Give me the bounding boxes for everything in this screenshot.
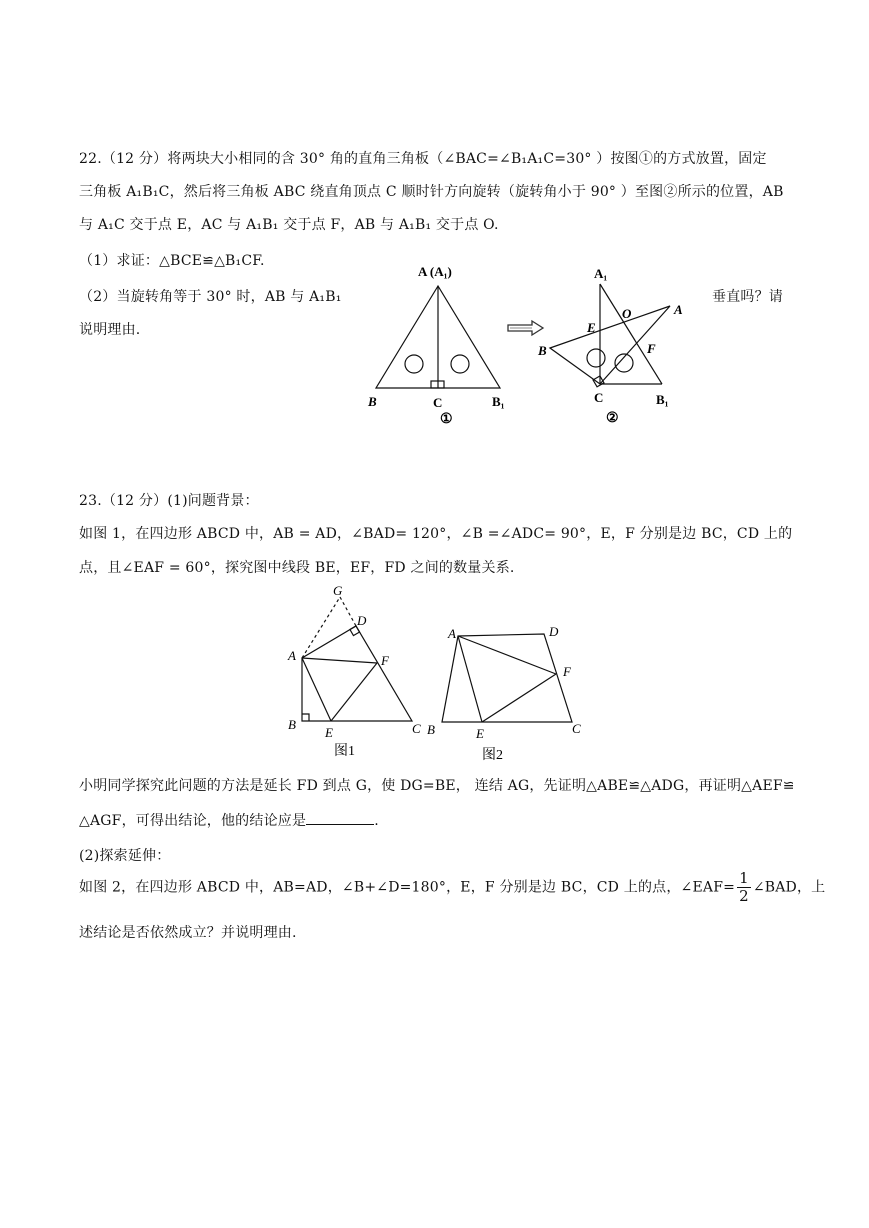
f1-label-B: B bbox=[288, 717, 296, 732]
f2-label-C: C bbox=[572, 721, 581, 736]
fig1-label-C: C bbox=[433, 395, 443, 410]
fig2-number: ② bbox=[606, 411, 619, 426]
q23-figure-1 bbox=[284, 583, 430, 765]
q23-p4-end: . bbox=[374, 813, 379, 829]
fig2-label-A: A bbox=[674, 302, 683, 317]
q22-part1: （1）求证：△BCE≌△B₁CF. bbox=[79, 253, 265, 269]
f1-label-F: F bbox=[381, 653, 389, 668]
f1-label-C: C bbox=[412, 721, 421, 736]
q22-line1: 22.（12 分）将两块大小相同的含 30° 角的直角三角板（∠BAC=∠B₁A₁C=30° ）按图①的方式放置，固定 bbox=[79, 151, 767, 167]
answer-blank bbox=[306, 812, 374, 825]
q23-p5-end: ∠BAD，上 bbox=[752, 879, 826, 896]
fig1-label-top: A (A₁) bbox=[418, 264, 452, 279]
q22-line2: 三角板 A₁B₁C，然后将三角板 ABC 绕直角顶点 C 顺时针方向旋转（旋转角小于 90° ）至图②所示的位置，AB bbox=[79, 184, 784, 200]
fig2-label-O: O bbox=[622, 306, 632, 321]
q22-part2-c: 说明理由. bbox=[79, 322, 141, 338]
q23-p4 bbox=[79, 810, 379, 830]
fraction-denominator: 2 bbox=[739, 887, 749, 905]
f2-label-E: E bbox=[476, 726, 484, 741]
f2-label-A: A bbox=[448, 626, 456, 641]
q22-figure-1 bbox=[362, 260, 522, 428]
fig2-label-A1: A₁ bbox=[594, 266, 608, 281]
q22-line3: 与 A₁C 交于点 E，AC 与 A₁B₁ 交于点 F，AB 与 A₁B₁ 交于点 O. bbox=[79, 217, 499, 233]
fig2-label-B1: B₁ bbox=[656, 392, 669, 407]
q22-figure-2 bbox=[530, 262, 710, 428]
q23-p5-text: 如图 2，在四边形 ABCD 中，AB=AD，∠B+∠D=180°，E，F 分别是边 BC，CD 上的点，∠EAF= bbox=[79, 879, 736, 896]
q23-p3: 小明同学探究此问题的方法是延长 FD 到点 G，使 DG=BE， 连结 AG，先证明△ABE≌△ADG，再证明△AEF≌ bbox=[79, 778, 795, 794]
q22-part2-a: （2）当旋转角等于 30° 时，AB 与 A₁B₁ bbox=[79, 289, 342, 305]
q23-p1: 如图 1，在四边形 ABCD 中，AB = AD，∠BAD= 120°，∠B =∠ADC= 90°，E，F 分别是边 BC，CD 上的 bbox=[79, 526, 793, 542]
fig1-number: ① bbox=[440, 412, 453, 427]
f2-label-F: F bbox=[563, 664, 571, 679]
q23-figure-2 bbox=[424, 612, 594, 768]
fig1-label-B1: B₁ bbox=[492, 394, 505, 409]
f2-label-B: B bbox=[427, 722, 435, 737]
fig2-label-C: C bbox=[594, 390, 604, 405]
q23-head2: (2)探索延伸： bbox=[79, 848, 171, 864]
f1-label-D: D bbox=[357, 613, 367, 628]
fig2-label-F: F bbox=[647, 341, 656, 356]
fig2-label-E: E bbox=[587, 320, 596, 335]
f1-label-G: G bbox=[333, 583, 343, 598]
f1-caption: 图1 bbox=[334, 744, 355, 759]
q23-head: 23.（12 分）(1)问题背景： bbox=[79, 493, 259, 509]
fraction-numerator: 1 bbox=[739, 869, 749, 887]
f2-caption: 图2 bbox=[482, 748, 503, 763]
fig1-label-B: B bbox=[368, 394, 377, 409]
q23-p6: 述结论是否依然成立？并说明理由. bbox=[79, 925, 297, 941]
f1-label-A: A bbox=[288, 648, 296, 663]
q23-p2: 点，且∠EAF = 60°，探究图中线段 BE，EF，FD 之间的数量关系. bbox=[79, 560, 515, 576]
q23-p4-text: △AGF，可得出结论，他的结论应是 bbox=[79, 813, 307, 829]
fig2-label-B: B bbox=[538, 343, 547, 358]
fraction-half bbox=[737, 870, 751, 905]
f2-label-D: D bbox=[549, 624, 559, 639]
f1-label-E: E bbox=[325, 725, 333, 740]
q23-p5 bbox=[79, 870, 825, 905]
q22-part2-b: 垂直吗？请 bbox=[712, 289, 783, 305]
